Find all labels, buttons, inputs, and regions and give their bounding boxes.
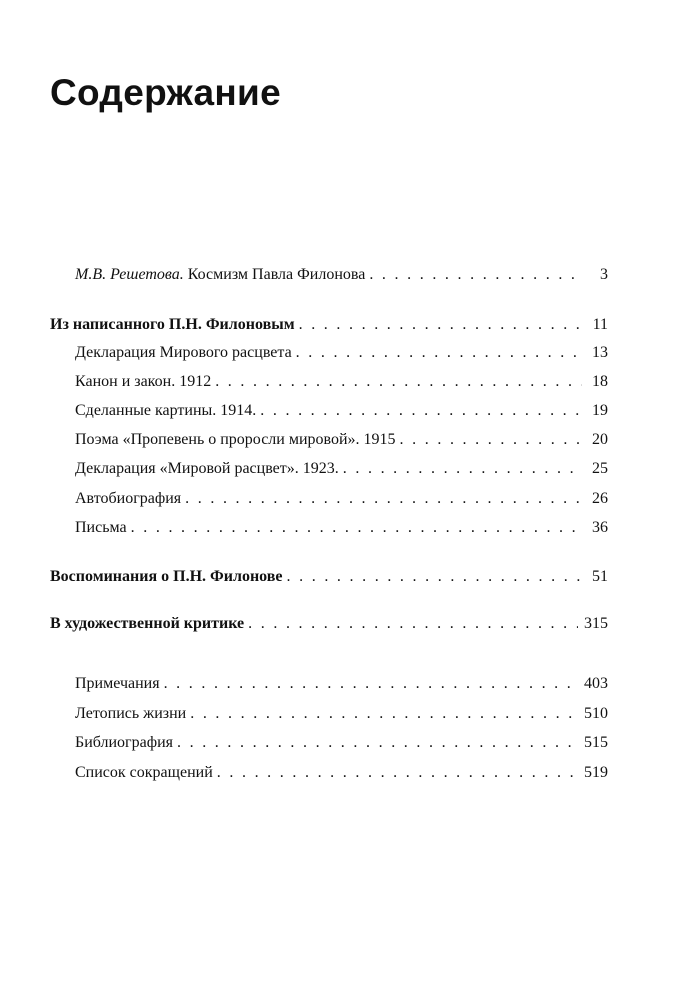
toc-page-number: 51	[592, 568, 608, 585]
dot-leader	[190, 704, 578, 724]
dot-leader	[299, 315, 582, 335]
toc-entry-bibliography[interactable]	[75, 733, 608, 753]
toc-section-writings[interactable]	[50, 315, 608, 335]
dot-leader	[164, 674, 578, 694]
dot-leader	[400, 430, 582, 450]
toc-entry-declaration-1923[interactable]	[75, 459, 608, 479]
toc-entry-title: Библиография	[75, 734, 173, 751]
toc-entry-paintings[interactable]	[75, 401, 608, 421]
toc-entry-canon[interactable]	[75, 372, 608, 392]
toc-page-number: 515	[584, 734, 608, 751]
toc-section-criticism[interactable]	[50, 614, 608, 634]
toc-entry-title: Автобиография	[75, 490, 182, 507]
dot-leader	[215, 372, 582, 392]
dot-leader	[287, 567, 582, 587]
toc-entry-title: Поэма «Пропевень о проросли мировой». 1915	[75, 431, 396, 448]
dot-leader	[369, 265, 582, 285]
toc-page-number: 13	[592, 344, 608, 361]
toc-entry-author: М.В. Решетова.	[75, 266, 184, 283]
toc-entry-letters[interactable]	[75, 518, 608, 538]
toc-page-number: 3	[600, 266, 608, 283]
toc-entry-declaration[interactable]	[75, 343, 608, 363]
dot-leader	[185, 489, 582, 509]
toc-entry-title: Канон и закон. 1912	[75, 373, 212, 390]
dot-leader	[217, 763, 578, 783]
page-title: Содержание	[50, 72, 281, 113]
toc-entry-title: Примечания	[75, 675, 160, 692]
toc-entry-title: Письма	[75, 519, 127, 536]
toc-page-number: 510	[584, 705, 608, 722]
toc-section-memoirs[interactable]	[50, 567, 608, 587]
toc-entry-title: Декларация «Мировой расцвет». 1923.	[75, 460, 339, 477]
toc-page-number: 20	[592, 431, 608, 448]
toc-page-number: 25	[592, 460, 608, 477]
toc-entry-title: Воспоминания о П.Н. Филонове	[50, 568, 283, 585]
dot-leader	[248, 614, 578, 634]
toc-entry-title: Из написанного П.Н. Филоновым	[50, 316, 295, 333]
dot-leader	[131, 518, 582, 538]
dot-leader	[343, 459, 582, 479]
toc-entry-title: Летопись жизни	[75, 705, 187, 722]
toc-entry-abbreviations[interactable]	[75, 763, 608, 783]
toc-page-number: 36	[592, 519, 608, 536]
toc-page-number: 19	[592, 402, 608, 419]
toc-page-number: 11	[592, 316, 608, 333]
toc-entry-poem[interactable]	[75, 430, 608, 450]
toc-entry-title: В художественной критике	[50, 615, 245, 632]
dot-leader	[296, 343, 582, 363]
dot-leader	[177, 733, 578, 753]
toc-page-number: 18	[592, 373, 608, 390]
toc-entry-title: Декларация Мирового расцвета	[75, 344, 292, 361]
toc-entry-title: Список сокращений	[75, 764, 213, 781]
dot-leader	[260, 401, 582, 421]
toc-page-number: 26	[592, 490, 608, 507]
toc-page-number: 519	[584, 764, 608, 781]
toc-entry-notes[interactable]	[75, 674, 608, 694]
toc-entry-title: Сделанные картины. 1914.	[75, 402, 257, 419]
toc-entry-chronicle[interactable]	[75, 704, 608, 724]
toc-entry-autobiography[interactable]	[75, 489, 608, 509]
toc-entry-title: Космизм Павла Филонова	[187, 266, 366, 283]
toc-page-number: 403	[584, 675, 608, 692]
toc-entry-reshetova[interactable]	[75, 265, 608, 285]
toc-page-number: 315	[584, 615, 608, 632]
